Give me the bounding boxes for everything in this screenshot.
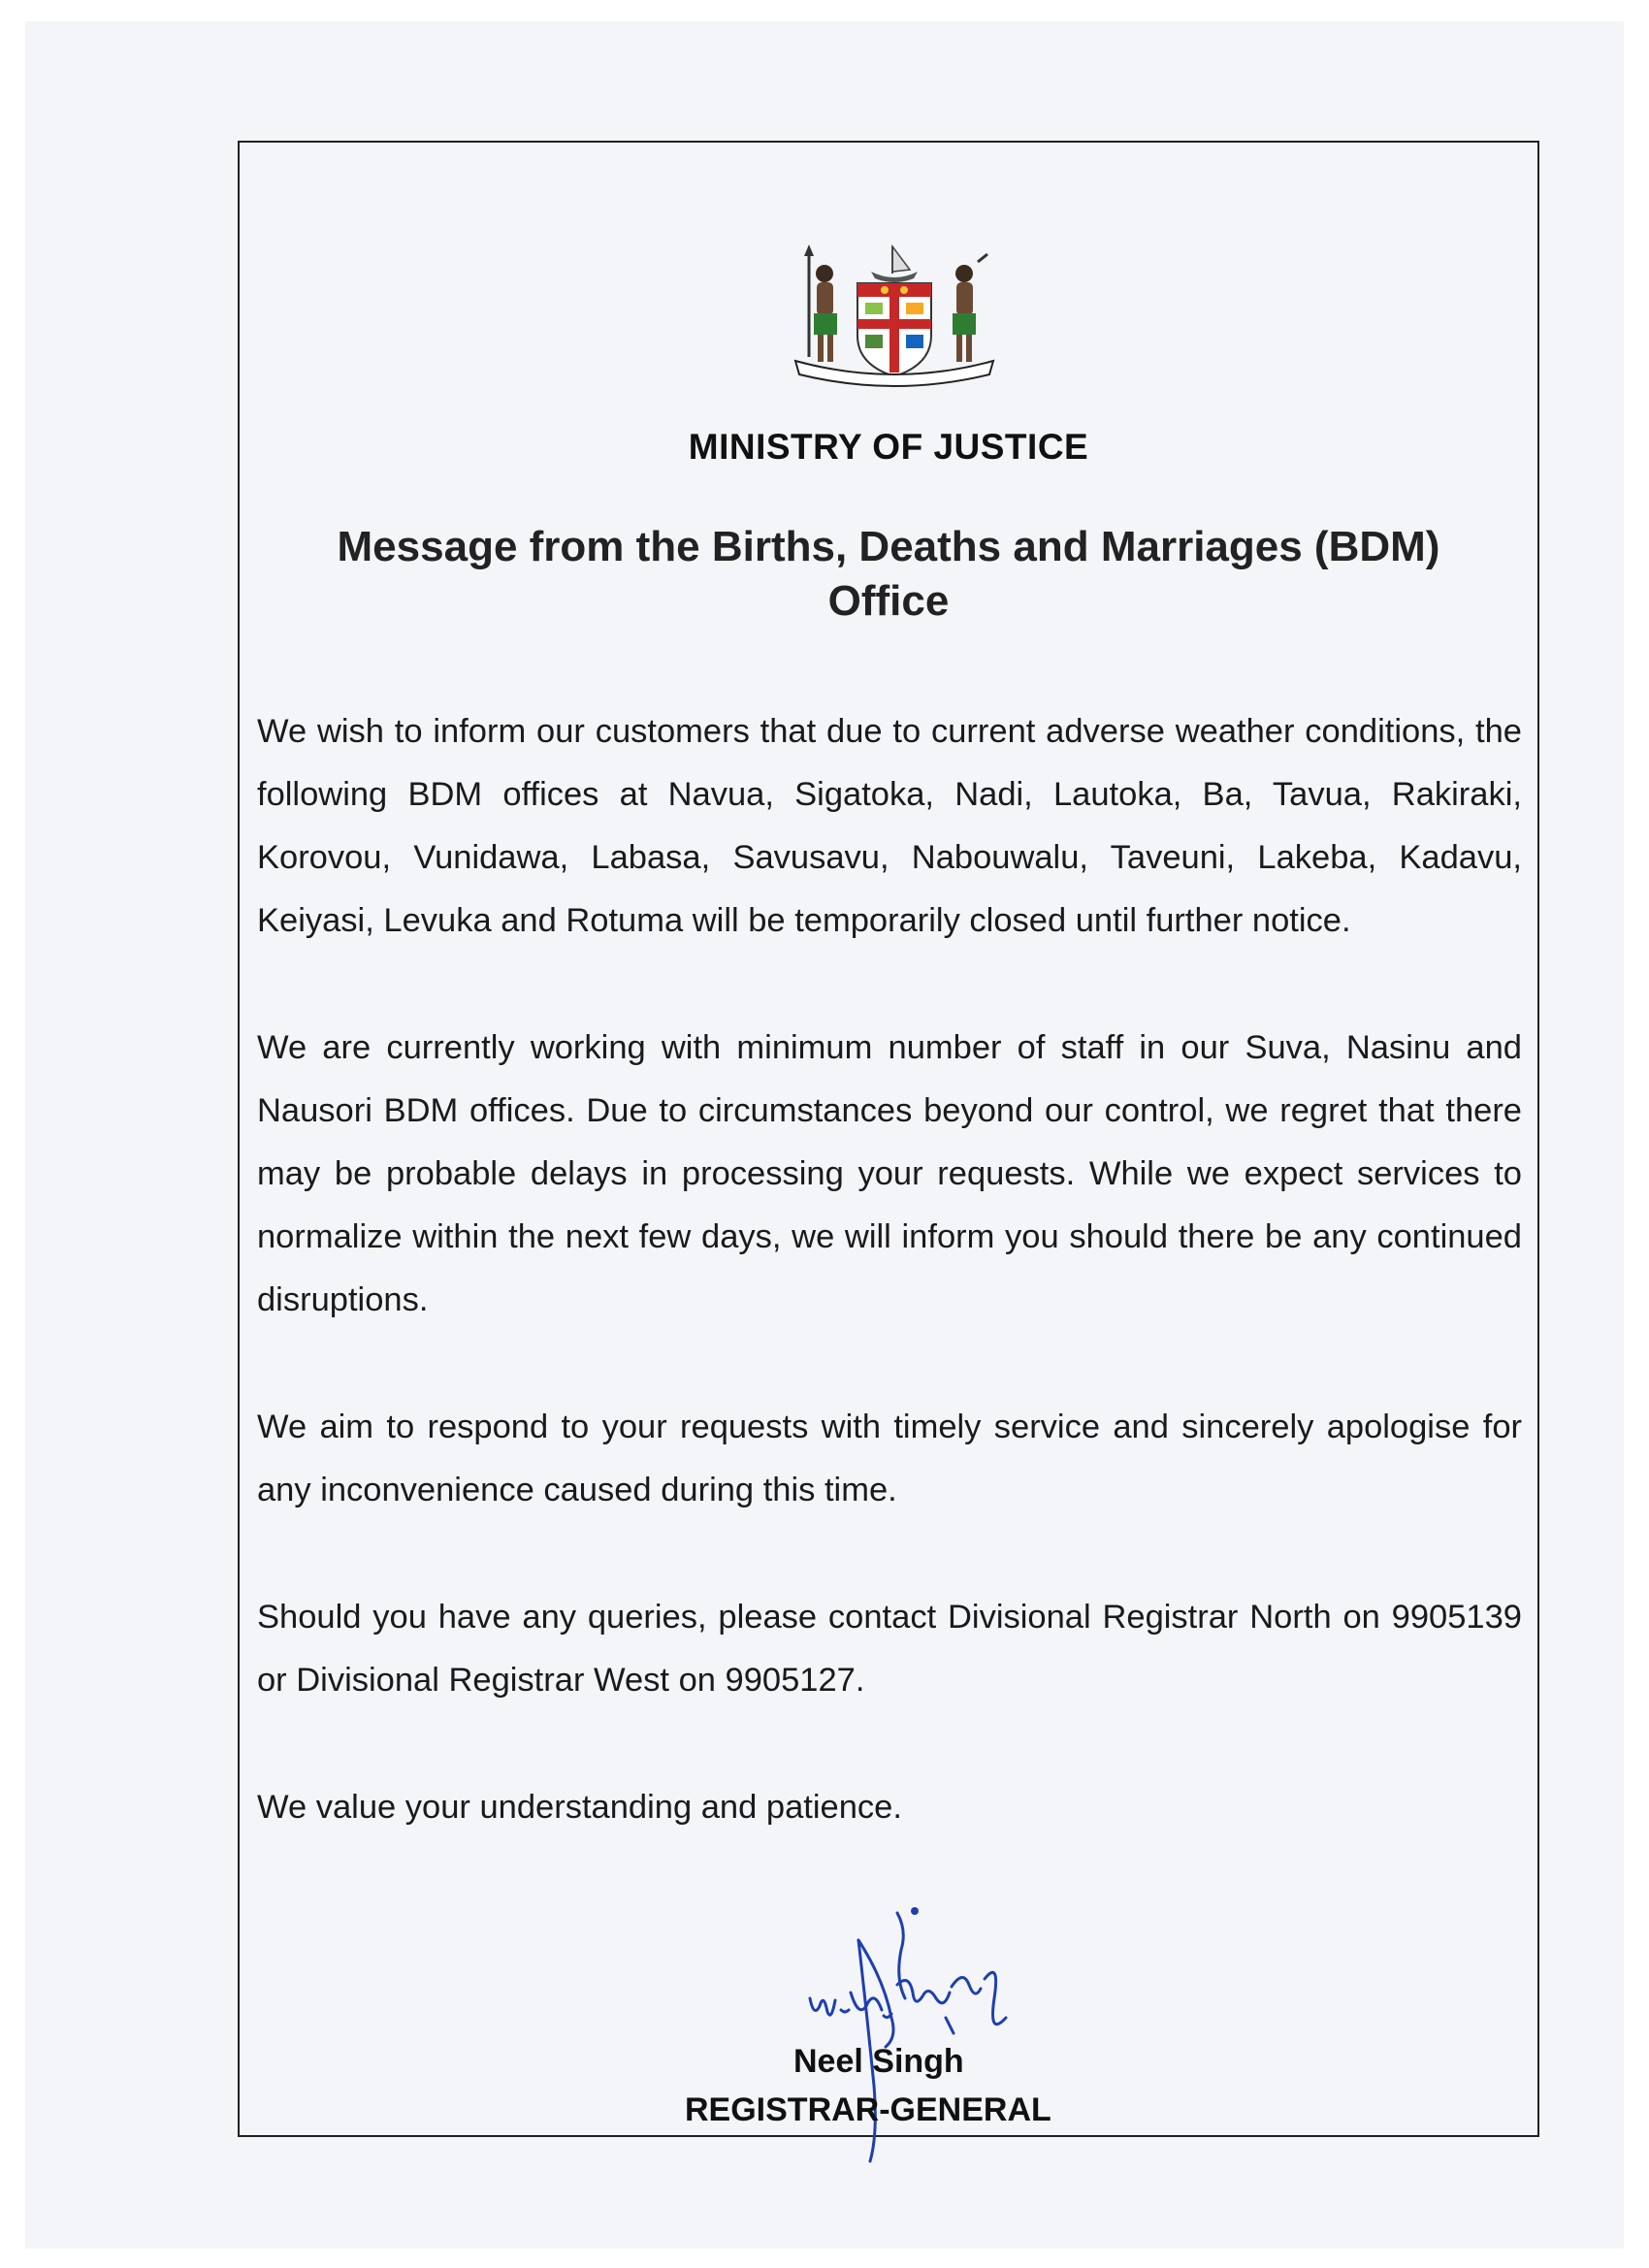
fiji-coat-of-arms-icon bbox=[788, 243, 1001, 388]
signer-name: Neel Singh bbox=[793, 2043, 964, 2080]
signer-title: REGISTRAR-GENERAL bbox=[685, 2091, 1051, 2128]
notice-body bbox=[257, 700, 1522, 1903]
ministry-name: MINISTRY OF JUSTICE bbox=[688, 427, 1089, 467]
paragraph-closing: We value your understanding and patience. bbox=[257, 1789, 902, 1826]
paragraph-contacts: Should you have any queries, please contact Divisional Registrar North on 9905139 or Divisional Registrar West on 9905127. bbox=[257, 1599, 1522, 1699]
notice-title: Message from the Births, Deaths and Marriages (BDM) Office bbox=[337, 523, 1440, 625]
paragraph-staffing: We are currently working with minimum number of staff in our Suva, Nasinu and Nausori BDM offices. Due to circumstances beyond our control, we regret that there may be probable delays in processing your requests. While we expect services to normalize within the next few days, we will inform you should there be any continued disruptions. bbox=[257, 1029, 1522, 1318]
paragraph-apology: We aim to respond to your requests with timely service and sincerely apologise for any inconvenience caused during this time. bbox=[257, 1409, 1522, 1508]
paragraph-closures: We wish to inform our customers that due to current adverse weather conditions, the following BDM offices at Navua, Sigatoka, Nadi, Lautoka, Ba, Tavua, Rakiraki, Korovou, Vunidawa, Labasa, Savusavu, Nabouwalu, Taveuni, Lakeba, Kadavu, Keiyasi, Levuka and Rotuma will be temporarily closed until further notice. bbox=[257, 713, 1522, 939]
